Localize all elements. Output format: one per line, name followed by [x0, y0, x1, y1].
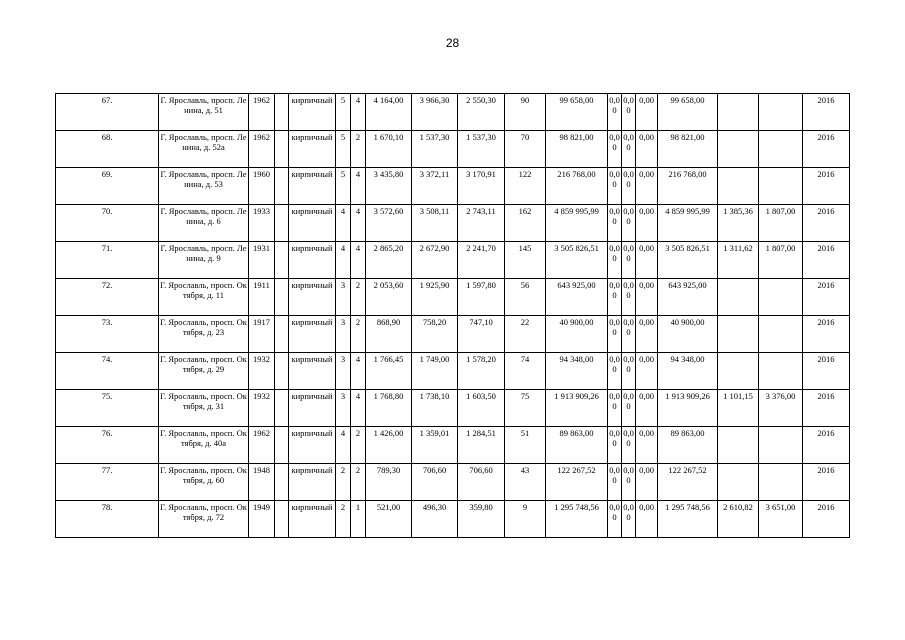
cell-specific-cost — [718, 131, 759, 168]
cell-area-private: 1 537,30 — [458, 131, 505, 168]
cell-blank-cell — [275, 94, 289, 131]
cell-floors: 5 — [336, 168, 351, 205]
cell-build-year: 1911 — [249, 279, 275, 316]
cell-residents: 145 — [505, 242, 546, 279]
cell-fund-2: 0,00 — [622, 464, 636, 501]
table-row — [56, 131, 850, 168]
cell-fund-2: 0,00 — [622, 94, 636, 131]
cell-wall-material: кирпичный — [289, 242, 336, 279]
table-row — [56, 501, 850, 538]
cell-area-private: 1 578,20 — [458, 353, 505, 390]
cell-wall-material: кирпичный — [289, 94, 336, 131]
cell-address: Г. Ярославль, просп. Октября, д. 40а — [159, 427, 249, 464]
cell-row-number: 78. — [56, 501, 159, 538]
cell-build-year: 1962 — [249, 131, 275, 168]
cell-area-private: 706,60 — [458, 464, 505, 501]
table-row — [56, 94, 850, 131]
cell-floors: 3 — [336, 316, 351, 353]
cell-cost-total: 216 768,00 — [546, 168, 608, 205]
cell-row-number: 72. — [56, 279, 159, 316]
cell-wall-material: кирпичный — [289, 316, 336, 353]
cell-area-private: 2 743,11 — [458, 205, 505, 242]
cell-specific-limit: 3 651,00 — [759, 501, 803, 538]
cell-cost-total: 1 295 748,56 — [546, 501, 608, 538]
cell-address: Г. Ярославль, просп. Ленина, д. 52а — [159, 131, 249, 168]
cell-wall-material: кирпичный — [289, 279, 336, 316]
cell-specific-cost — [718, 464, 759, 501]
cell-fund-3: 0,00 — [636, 427, 658, 464]
cell-fund-1: 0,00 — [608, 316, 622, 353]
cell-entrances: 4 — [351, 168, 366, 205]
cell-cost-owners: 122 267,52 — [658, 464, 718, 501]
cell-specific-cost: 2 610,82 — [718, 501, 759, 538]
cell-entrances: 4 — [351, 390, 366, 427]
cell-specific-cost — [718, 353, 759, 390]
cell-area-private: 2 241,70 — [458, 242, 505, 279]
cell-fund-1: 0,00 — [608, 464, 622, 501]
cell-residents: 162 — [505, 205, 546, 242]
cell-fund-3: 0,00 — [636, 279, 658, 316]
cell-wall-material: кирпичный — [289, 390, 336, 427]
cell-row-number: 73. — [56, 316, 159, 353]
cell-cost-owners: 4 859 995,99 — [658, 205, 718, 242]
cell-area-total: 2 053,60 — [366, 279, 412, 316]
cell-blank-cell — [275, 353, 289, 390]
cell-area-total: 2 865,20 — [366, 242, 412, 279]
cell-fund-1: 0,00 — [608, 279, 622, 316]
cell-address: Г. Ярославль, просп. Октября, д. 23 — [159, 316, 249, 353]
cell-entrances: 2 — [351, 279, 366, 316]
page-number: 28 — [445, 36, 460, 50]
cell-completion-year: 2016 — [803, 464, 850, 501]
cell-area-total: 3 572,60 — [366, 205, 412, 242]
cell-fund-2: 0,00 — [622, 168, 636, 205]
cell-specific-cost: 1 101,15 — [718, 390, 759, 427]
cell-blank-cell — [275, 131, 289, 168]
cell-area-private: 3 170,91 — [458, 168, 505, 205]
cell-blank-cell — [275, 316, 289, 353]
cell-area-total: 1 670,10 — [366, 131, 412, 168]
cell-specific-limit — [759, 279, 803, 316]
cell-cost-total: 3 505 826,51 — [546, 242, 608, 279]
cell-specific-cost — [718, 94, 759, 131]
cell-entrances: 2 — [351, 427, 366, 464]
cell-specific-limit: 1 807,00 — [759, 242, 803, 279]
cell-build-year: 1932 — [249, 353, 275, 390]
cell-specific-limit — [759, 316, 803, 353]
cell-blank-cell — [275, 205, 289, 242]
cell-area-total: 789,30 — [366, 464, 412, 501]
cell-blank-cell — [275, 168, 289, 205]
cell-area-living: 758,20 — [412, 316, 458, 353]
cell-row-number: 68. — [56, 131, 159, 168]
cell-residents: 74 — [505, 353, 546, 390]
cell-fund-3: 0,00 — [636, 501, 658, 538]
cell-area-living: 1 738,10 — [412, 390, 458, 427]
cell-specific-limit — [759, 427, 803, 464]
cell-wall-material: кирпичный — [289, 501, 336, 538]
table-row — [56, 279, 850, 316]
cell-fund-3: 0,00 — [636, 205, 658, 242]
cell-area-living: 1 749,00 — [412, 353, 458, 390]
cell-row-number: 69. — [56, 168, 159, 205]
cell-completion-year: 2016 — [803, 390, 850, 427]
cell-cost-owners: 99 658,00 — [658, 94, 718, 131]
cell-specific-cost: 1 311,62 — [718, 242, 759, 279]
cell-completion-year: 2016 — [803, 427, 850, 464]
table-row — [56, 464, 850, 501]
table-row — [56, 205, 850, 242]
cell-completion-year: 2016 — [803, 205, 850, 242]
table-row — [56, 242, 850, 279]
table-row — [56, 168, 850, 205]
cell-residents: 122 — [505, 168, 546, 205]
cell-build-year: 1931 — [249, 242, 275, 279]
table-row — [56, 390, 850, 427]
cell-area-living: 706,60 — [412, 464, 458, 501]
cell-fund-2: 0,00 — [622, 501, 636, 538]
cell-wall-material: кирпичный — [289, 205, 336, 242]
cell-cost-owners: 216 768,00 — [658, 168, 718, 205]
cell-area-total: 3 435,80 — [366, 168, 412, 205]
cell-cost-total: 40 900,00 — [546, 316, 608, 353]
cell-blank-cell — [275, 464, 289, 501]
cell-fund-1: 0,00 — [608, 390, 622, 427]
cell-specific-limit — [759, 94, 803, 131]
cell-address: Г. Ярославль, просп. Октября, д. 60 — [159, 464, 249, 501]
cell-residents: 70 — [505, 131, 546, 168]
cell-area-private: 1 603,50 — [458, 390, 505, 427]
cell-specific-cost — [718, 316, 759, 353]
cell-cost-total: 643 925,00 — [546, 279, 608, 316]
cell-address: Г. Ярославль, просп. Ленина, д. 51 — [159, 94, 249, 131]
table-row — [56, 427, 850, 464]
cell-area-total: 1 766,45 — [366, 353, 412, 390]
cell-row-number: 77. — [56, 464, 159, 501]
cell-cost-total: 122 267,52 — [546, 464, 608, 501]
cell-fund-1: 0,00 — [608, 501, 622, 538]
cell-blank-cell — [275, 390, 289, 427]
cell-floors: 3 — [336, 279, 351, 316]
cell-cost-total: 1 913 909,26 — [546, 390, 608, 427]
cell-cost-owners: 643 925,00 — [658, 279, 718, 316]
cell-address: Г. Ярославль, просп. Октября, д. 72 — [159, 501, 249, 538]
cell-fund-2: 0,00 — [622, 242, 636, 279]
cell-cost-owners: 40 900,00 — [658, 316, 718, 353]
cell-fund-2: 0,00 — [622, 353, 636, 390]
cell-specific-cost — [718, 168, 759, 205]
cell-completion-year: 2016 — [803, 279, 850, 316]
cell-row-number: 74. — [56, 353, 159, 390]
cell-specific-limit — [759, 464, 803, 501]
cell-residents: 22 — [505, 316, 546, 353]
cell-build-year: 1932 — [249, 390, 275, 427]
cell-fund-3: 0,00 — [636, 316, 658, 353]
cell-specific-limit — [759, 131, 803, 168]
table-row — [56, 316, 850, 353]
cell-specific-limit — [759, 353, 803, 390]
cell-completion-year: 2016 — [803, 168, 850, 205]
cell-fund-1: 0,00 — [608, 427, 622, 464]
cell-residents: 9 — [505, 501, 546, 538]
cell-fund-1: 0,00 — [608, 353, 622, 390]
cell-fund-1: 0,00 — [608, 131, 622, 168]
cell-area-total: 1 426,00 — [366, 427, 412, 464]
cell-completion-year: 2016 — [803, 94, 850, 131]
cell-cost-owners: 3 505 826,51 — [658, 242, 718, 279]
cell-build-year: 1917 — [249, 316, 275, 353]
cell-specific-limit: 3 376,00 — [759, 390, 803, 427]
cell-area-total: 868,90 — [366, 316, 412, 353]
cell-build-year: 1962 — [249, 94, 275, 131]
cell-completion-year: 2016 — [803, 353, 850, 390]
cell-blank-cell — [275, 501, 289, 538]
cell-cost-total: 99 658,00 — [546, 94, 608, 131]
cell-cost-total: 98 821,00 — [546, 131, 608, 168]
cell-completion-year: 2016 — [803, 131, 850, 168]
cell-residents: 51 — [505, 427, 546, 464]
cell-completion-year: 2016 — [803, 316, 850, 353]
cell-area-living: 3 508,11 — [412, 205, 458, 242]
cell-cost-owners: 1 913 909,26 — [658, 390, 718, 427]
cell-build-year: 1949 — [249, 501, 275, 538]
cell-fund-2: 0,00 — [622, 390, 636, 427]
cell-row-number: 71. — [56, 242, 159, 279]
cell-wall-material: кирпичный — [289, 168, 336, 205]
cell-build-year: 1962 — [249, 427, 275, 464]
cell-floors: 4 — [336, 205, 351, 242]
cell-fund-3: 0,00 — [636, 131, 658, 168]
cell-build-year: 1948 — [249, 464, 275, 501]
cell-area-private: 1 597,80 — [458, 279, 505, 316]
cell-address: Г. Ярославль, просп. Ленина, д. 53 — [159, 168, 249, 205]
cell-entrances: 4 — [351, 353, 366, 390]
cell-area-private: 2 550,30 — [458, 94, 505, 131]
cell-fund-2: 0,00 — [622, 131, 636, 168]
cell-fund-3: 0,00 — [636, 353, 658, 390]
cell-residents: 43 — [505, 464, 546, 501]
cell-fund-1: 0,00 — [608, 205, 622, 242]
cell-area-living: 2 672,90 — [412, 242, 458, 279]
cell-blank-cell — [275, 427, 289, 464]
cell-build-year: 1933 — [249, 205, 275, 242]
cell-fund-3: 0,00 — [636, 94, 658, 131]
cell-completion-year: 2016 — [803, 501, 850, 538]
cell-floors: 3 — [336, 353, 351, 390]
cell-entrances: 4 — [351, 242, 366, 279]
cell-build-year: 1960 — [249, 168, 275, 205]
cell-fund-1: 0,00 — [608, 168, 622, 205]
cell-row-number: 67. — [56, 94, 159, 131]
cell-fund-3: 0,00 — [636, 242, 658, 279]
cell-area-private: 1 284,51 — [458, 427, 505, 464]
cell-residents: 56 — [505, 279, 546, 316]
cell-row-number: 75. — [56, 390, 159, 427]
cell-fund-1: 0,00 — [608, 94, 622, 131]
cell-entrances: 4 — [351, 94, 366, 131]
cell-fund-3: 0,00 — [636, 390, 658, 427]
cell-floors: 4 — [336, 242, 351, 279]
cell-area-total: 521,00 — [366, 501, 412, 538]
cell-residents: 90 — [505, 94, 546, 131]
cell-fund-3: 0,00 — [636, 168, 658, 205]
cell-row-number: 70. — [56, 205, 159, 242]
cell-area-private: 359,80 — [458, 501, 505, 538]
cell-fund-2: 0,00 — [622, 316, 636, 353]
cell-cost-owners: 1 295 748,56 — [658, 501, 718, 538]
cell-area-living: 3 966,30 — [412, 94, 458, 131]
cell-area-living: 1 925,90 — [412, 279, 458, 316]
cell-area-total: 4 164,00 — [366, 94, 412, 131]
cell-cost-owners: 98 821,00 — [658, 131, 718, 168]
cell-wall-material: кирпичный — [289, 427, 336, 464]
cell-floors: 2 — [336, 464, 351, 501]
cell-floors: 3 — [336, 390, 351, 427]
housing-registry-table — [55, 93, 850, 538]
cell-cost-total: 94 348,00 — [546, 353, 608, 390]
cell-fund-3: 0,00 — [636, 464, 658, 501]
cell-area-living: 1 537,30 — [412, 131, 458, 168]
cell-entrances: 2 — [351, 316, 366, 353]
cell-specific-cost — [718, 279, 759, 316]
cell-residents: 75 — [505, 390, 546, 427]
cell-wall-material: кирпичный — [289, 131, 336, 168]
cell-row-number: 76. — [56, 427, 159, 464]
cell-completion-year: 2016 — [803, 242, 850, 279]
cell-entrances: 4 — [351, 205, 366, 242]
cell-specific-limit — [759, 168, 803, 205]
table-row — [56, 353, 850, 390]
cell-wall-material: кирпичный — [289, 464, 336, 501]
cell-floors: 4 — [336, 427, 351, 464]
cell-area-living: 496,30 — [412, 501, 458, 538]
cell-cost-total: 4 859 995,99 — [546, 205, 608, 242]
cell-entrances: 2 — [351, 131, 366, 168]
cell-cost-owners: 89 863,00 — [658, 427, 718, 464]
cell-area-private: 747,10 — [458, 316, 505, 353]
cell-cost-owners: 94 348,00 — [658, 353, 718, 390]
cell-specific-cost — [718, 427, 759, 464]
cell-blank-cell — [275, 242, 289, 279]
cell-entrances: 1 — [351, 501, 366, 538]
cell-specific-limit: 1 807,00 — [759, 205, 803, 242]
cell-address: Г. Ярославль, просп. Ленина, д. 9 — [159, 242, 249, 279]
cell-fund-1: 0,00 — [608, 242, 622, 279]
cell-area-living: 1 359,01 — [412, 427, 458, 464]
cell-address: Г. Ярославль, просп. Октября, д. 31 — [159, 390, 249, 427]
cell-blank-cell — [275, 279, 289, 316]
cell-fund-2: 0,00 — [622, 205, 636, 242]
cell-area-total: 1 768,80 — [366, 390, 412, 427]
cell-entrances: 2 — [351, 464, 366, 501]
cell-wall-material: кирпичный — [289, 353, 336, 390]
cell-floors: 5 — [336, 94, 351, 131]
cell-area-living: 3 372,11 — [412, 168, 458, 205]
cell-fund-2: 0,00 — [622, 427, 636, 464]
cell-specific-cost: 1 385,36 — [718, 205, 759, 242]
cell-address: Г. Ярославль, просп. Ленина, д. 6 — [159, 205, 249, 242]
cell-floors: 2 — [336, 501, 351, 538]
cell-address: Г. Ярославль, просп. Октября, д. 29 — [159, 353, 249, 390]
cell-fund-2: 0,00 — [622, 279, 636, 316]
cell-floors: 5 — [336, 131, 351, 168]
cell-cost-total: 89 863,00 — [546, 427, 608, 464]
cell-address: Г. Ярославль, просп. Октября, д. 11 — [159, 279, 249, 316]
